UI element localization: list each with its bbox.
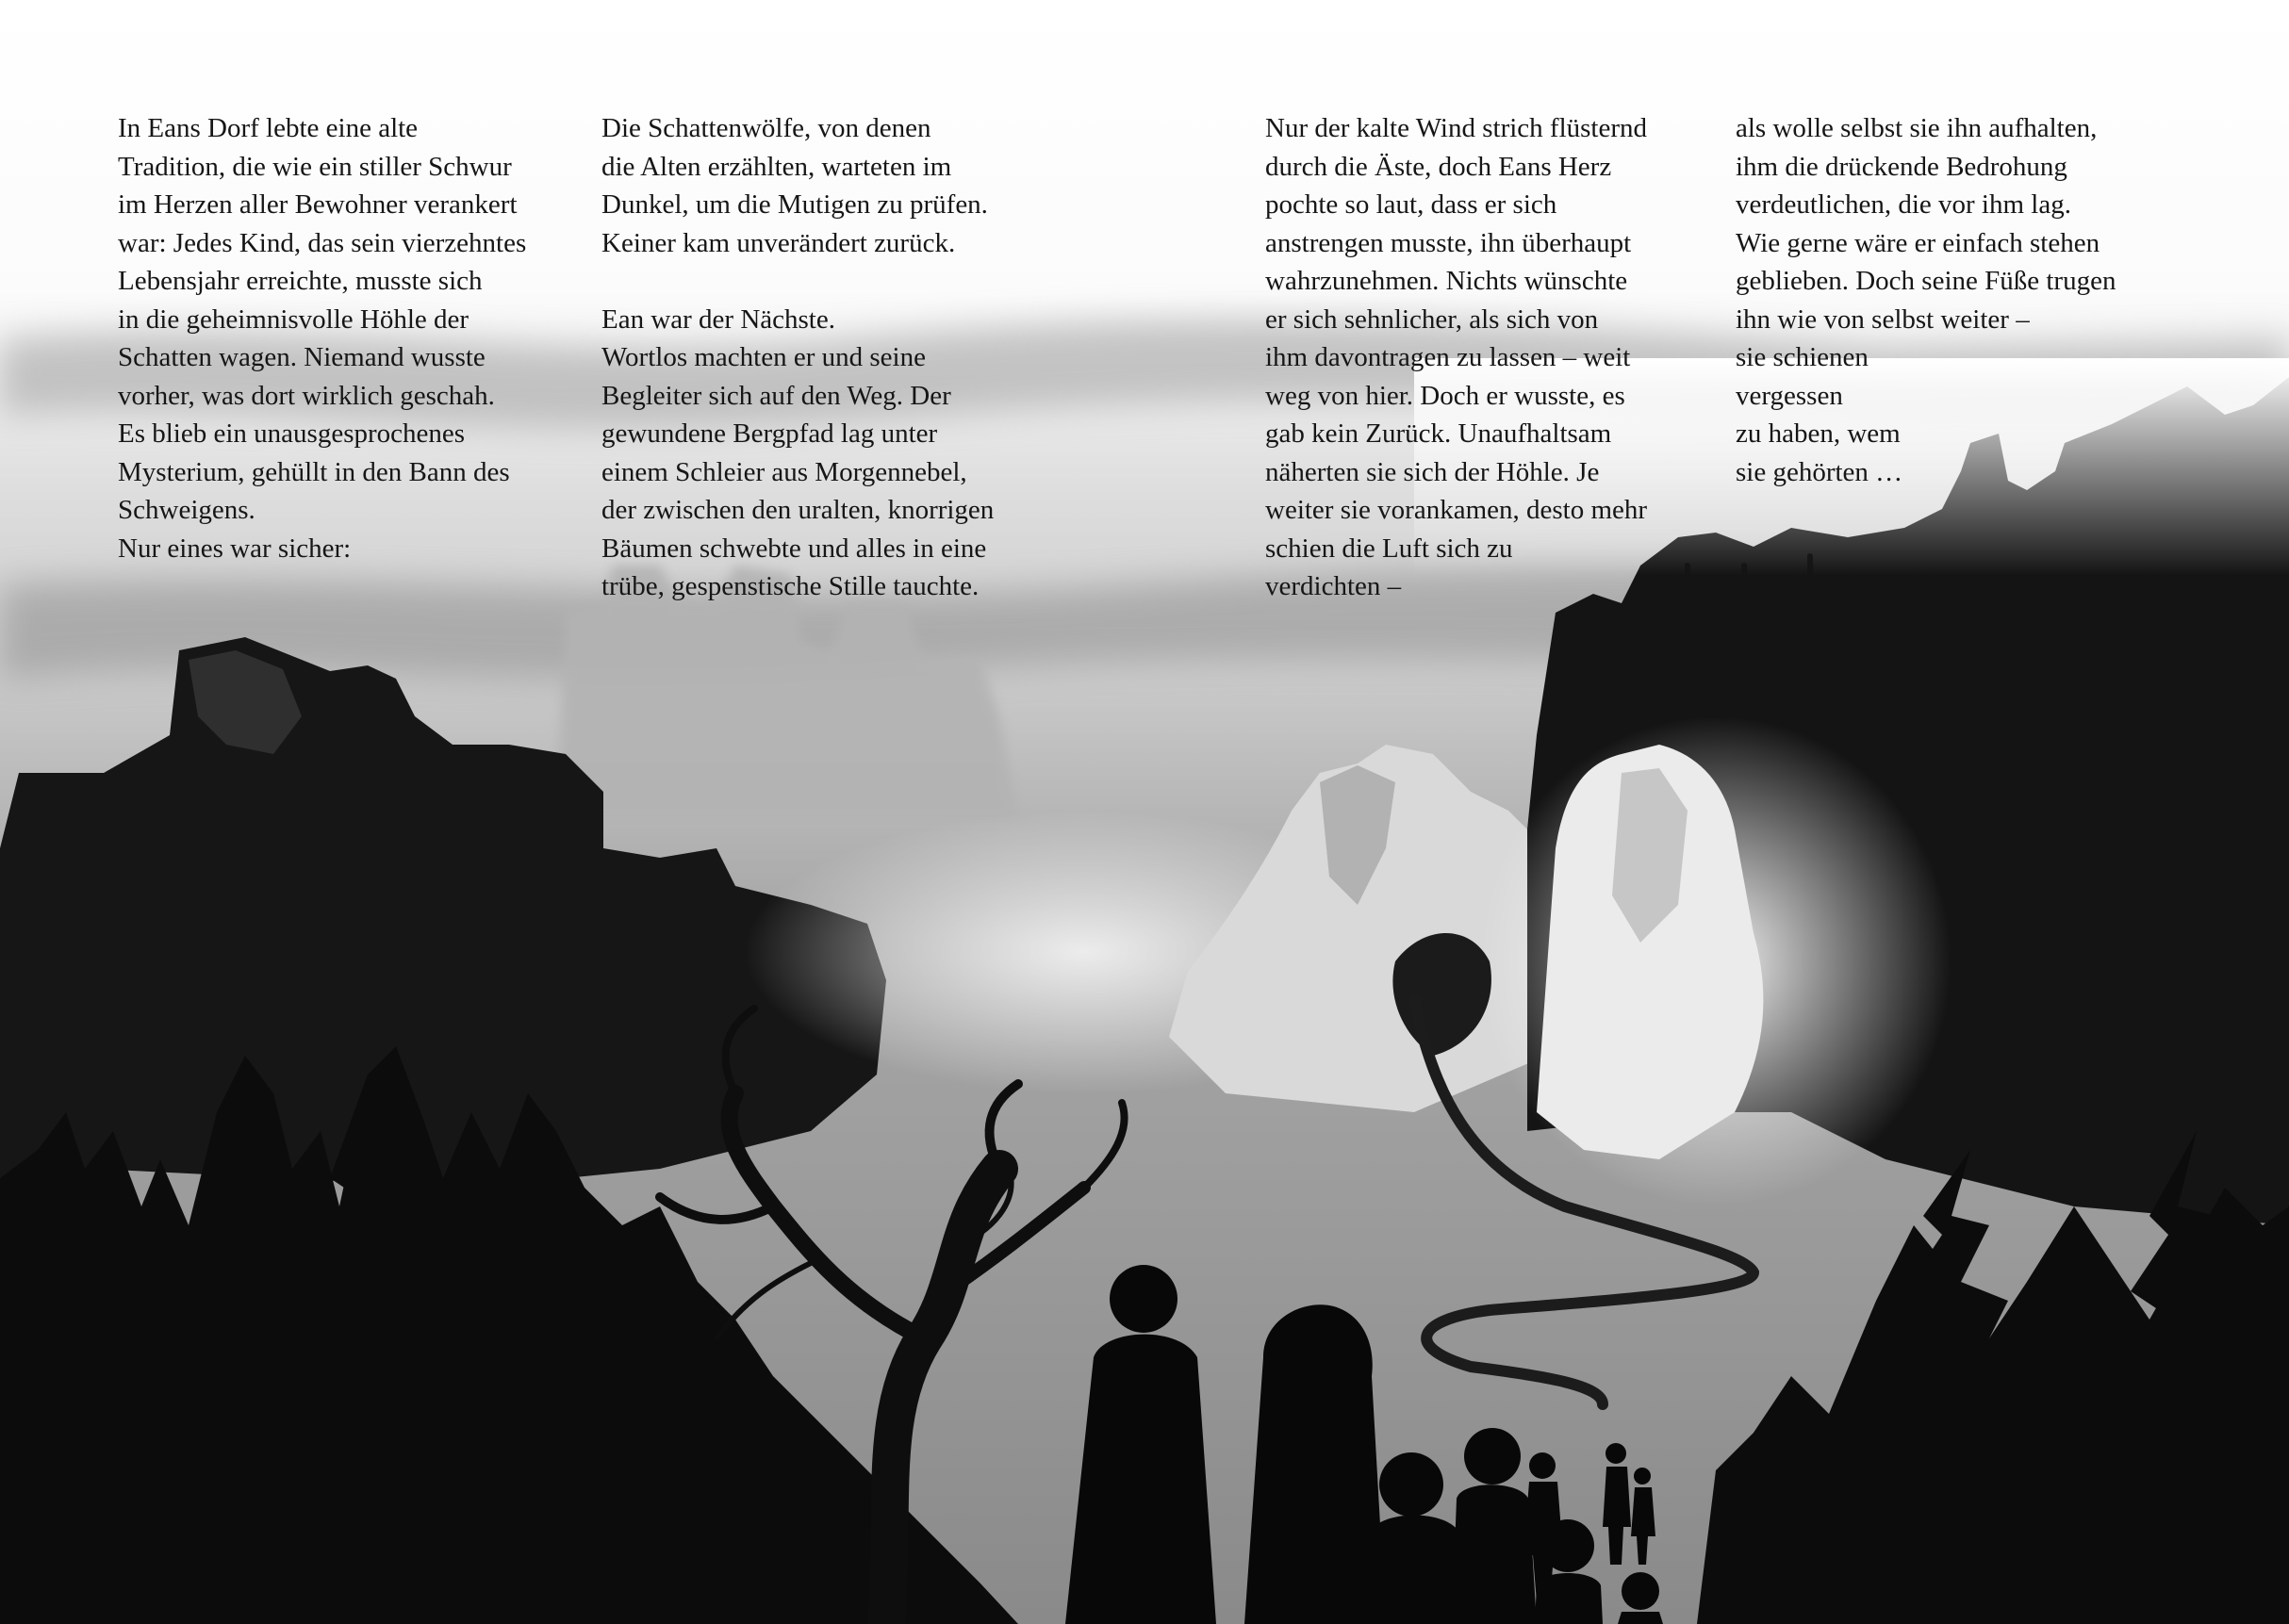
text-line: gab kein Zurück. Unaufhaltsam bbox=[1265, 418, 1612, 449]
text-line: schien die Luft sich zu bbox=[1265, 533, 1513, 564]
paragraph-gap bbox=[601, 262, 994, 301]
text-line: sie gehörten … bbox=[1736, 456, 1903, 487]
text-column-1 bbox=[118, 109, 526, 567]
text-column-2 bbox=[601, 109, 994, 606]
text-column-3 bbox=[1265, 109, 1647, 606]
text-line: Tradition, die wie ein stiller Schwur bbox=[118, 151, 512, 182]
text-line: vorher, was dort wirklich geschah. bbox=[118, 380, 495, 411]
text-line: als wolle selbst sie ihn aufhalten, bbox=[1736, 113, 2098, 143]
text-line: einem Schleier aus Morgennebel, bbox=[601, 456, 967, 487]
text-line: Keiner kam unverändert zurück. bbox=[601, 227, 956, 258]
text-line: im Herzen aller Bewohner verankert bbox=[118, 189, 518, 220]
text-line: pochte so laut, dass er sich bbox=[1265, 189, 1557, 220]
text-line: Dunkel, um die Mutigen zu prüfen. bbox=[601, 189, 988, 220]
text-line: Nur der kalte Wind strich flüsternd bbox=[1265, 113, 1647, 143]
text-line: zu haben, wem bbox=[1736, 418, 1901, 449]
text-line: ihm die drückende Bedrohung bbox=[1736, 151, 2067, 182]
text-line: Schweigens. bbox=[118, 495, 255, 525]
text-line: vergessen bbox=[1736, 380, 1843, 411]
text-line: Bäumen schwebte und alles in eine bbox=[601, 533, 987, 564]
text-line: gewundene Bergpfad lag unter bbox=[601, 418, 938, 449]
text-line: durch die Äste, doch Eans Herz bbox=[1265, 151, 1612, 182]
text-line: Lebensjahr erreichte, musste sich bbox=[118, 266, 483, 296]
text-line: ihn wie von selbst weiter – bbox=[1736, 303, 2030, 335]
text-column-4 bbox=[1736, 109, 2116, 491]
text-line: verdeutlichen, die vor ihm lag. bbox=[1736, 189, 2071, 220]
text-line: Nur eines war sicher: bbox=[118, 533, 352, 564]
text-line: in die geheimnisvolle Höhle der bbox=[118, 303, 469, 335]
text-line: Ean war der Nächste. bbox=[601, 303, 835, 335]
text-line: ihm davontragen zu lassen – weit bbox=[1265, 342, 1631, 372]
text-line: die Alten erzählten, warteten im bbox=[601, 151, 952, 182]
text-line: weiter sie vorankamen, desto mehr bbox=[1265, 495, 1648, 525]
text-line: verdichten – bbox=[1265, 571, 1402, 601]
text-line: war: Jedes Kind, das sein vierzehntes bbox=[118, 227, 527, 258]
text-line: Mysterium, gehüllt in den Bann des bbox=[118, 456, 510, 487]
text-line: der zwischen den uralten, knorrigen bbox=[601, 495, 995, 525]
text-line: Es blieb ein unausgesprochenes bbox=[118, 418, 466, 449]
text-line: wahrzunehmen. Nichts wünschte bbox=[1265, 266, 1628, 296]
text-line: Wortlos machten er und seine bbox=[601, 342, 926, 372]
text-line: Die Schattenwölfe, von denen bbox=[601, 113, 931, 143]
text-line: er sich sehnlicher, als sich von bbox=[1265, 303, 1599, 335]
text-line: geblieben. Doch seine Füße trugen bbox=[1736, 266, 2116, 296]
text-line: sie schienen bbox=[1736, 342, 1869, 372]
text-line: anstrengen musste, ihn überhaupt bbox=[1265, 227, 1632, 258]
text-line: Wie gerne wäre er einfach stehen bbox=[1736, 227, 2100, 258]
text-line: Begleiter sich auf den Weg. Der bbox=[601, 380, 951, 411]
text-line: näherten sie sich der Höhle. Je bbox=[1265, 456, 1600, 487]
text-line: In Eans Dorf lebte eine alte bbox=[118, 113, 419, 143]
text-line: weg von hier. Doch er wusste, es bbox=[1265, 380, 1625, 411]
text-line: Schatten wagen. Niemand wusste bbox=[118, 342, 486, 372]
text-line: trübe, gespenstische Stille tauchte. bbox=[601, 571, 980, 601]
